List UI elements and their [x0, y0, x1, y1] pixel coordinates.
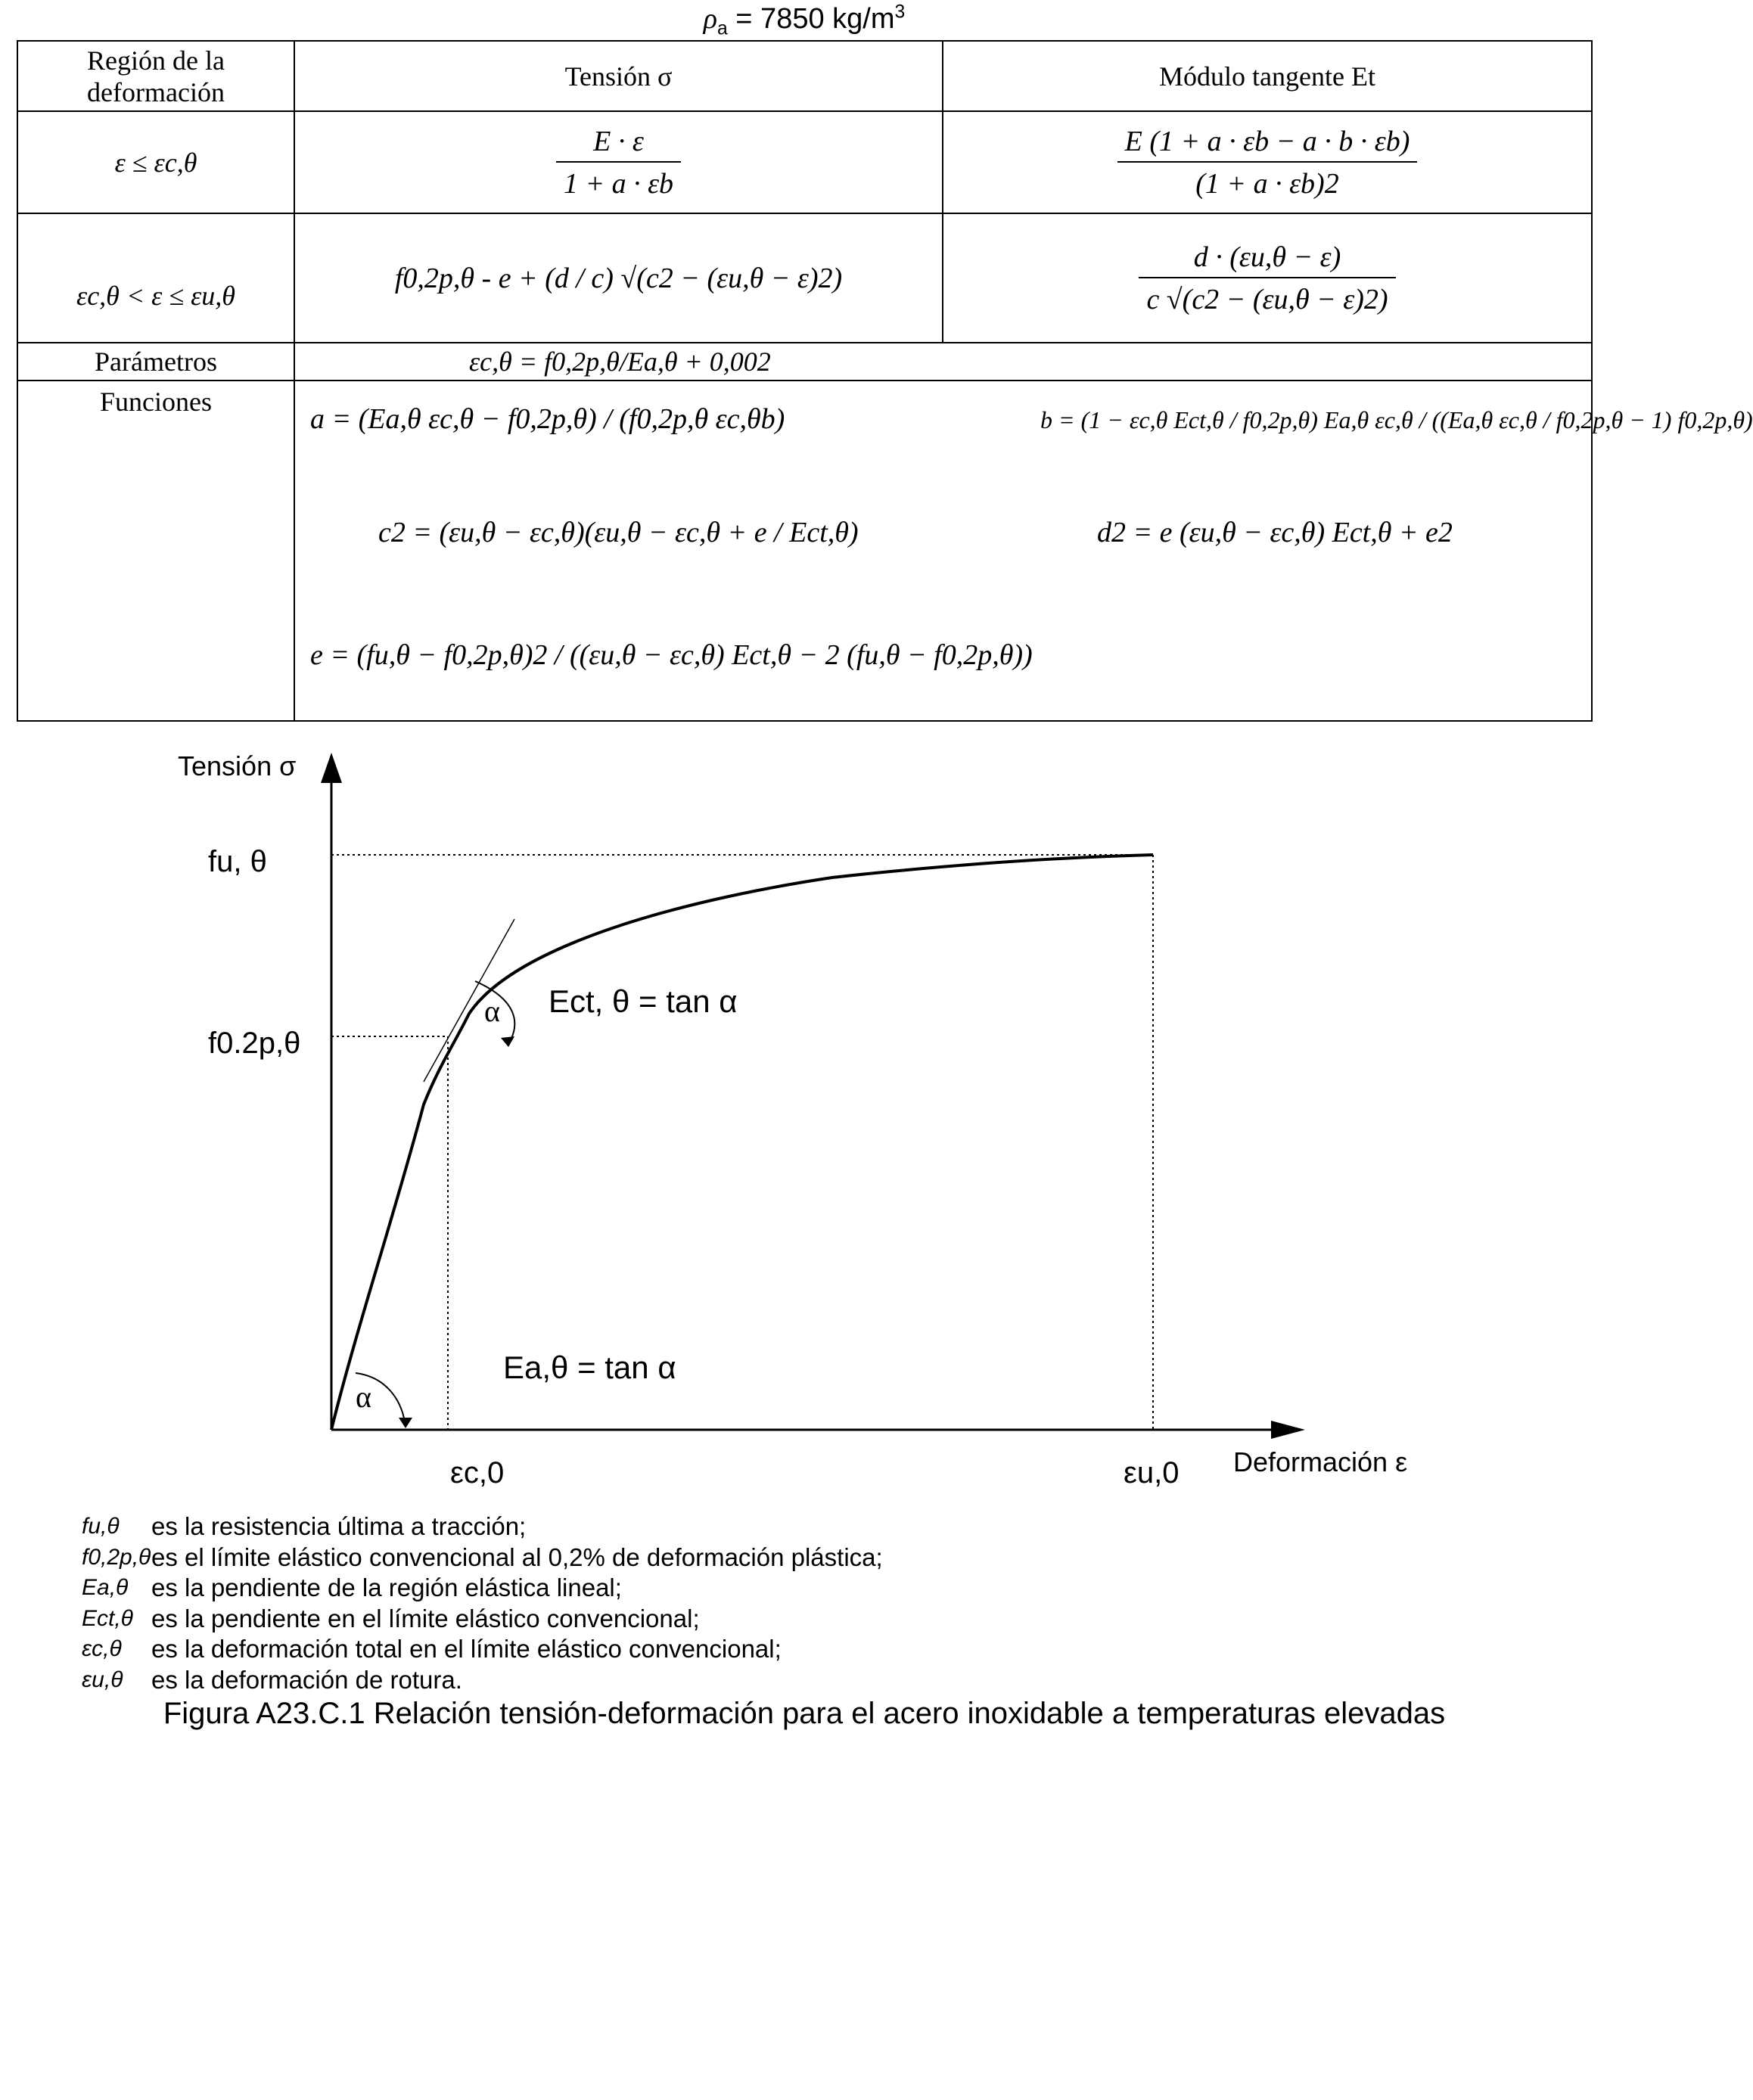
symbol-legend — [82, 1511, 883, 1695]
tangent-elastic-fraction: $\frac{E (1 + a \cdot \varepsilon b - a \cdot b \cdot \varepsilon b)}{(1 + a \cdot \varepsilon b)2}$ — [1117, 125, 1418, 200]
x-axis-label: Deformación ε — [1233, 1446, 1408, 1477]
function-c: c2 = (εu,θ − εc,θ)(εu,θ − εc,θ + e / Ect,θ) — [378, 517, 859, 548]
header-stress: Tensión σ — [294, 41, 943, 111]
legend-item: εu,θ es la deformación de rotura. — [82, 1665, 462, 1694]
table-row-params — [17, 343, 1592, 381]
legend-item: f0,2p,θ es el límite elástico convencional al 0,2% de deformación plástica; — [82, 1542, 883, 1571]
alpha-lower-label: α — [356, 1380, 371, 1414]
density-line — [0, 2, 1608, 39]
tangent-line — [424, 919, 514, 1082]
function-b: b = (1 − εc,θ Ect,θ / f0,2p,θ) Ea,θ εc,θ / ((Ea,θ εc,θ / f0,2p,θ − 1) f0,2p,θ) — [1040, 406, 1753, 433]
f02-label: f0.2p,θ — [208, 1027, 301, 1060]
lower-angle-arrowhead — [399, 1418, 412, 1428]
ect-equation: Ect, θ = tan α — [549, 983, 738, 1019]
header-tangent: Módulo tangente Et — [943, 41, 1592, 111]
params-value: εc,θ = f0,2p,θ/Ea,θ + 0,002 — [294, 343, 1592, 381]
alpha-upper-label: α — [484, 994, 500, 1028]
functions-label: Funciones — [17, 381, 294, 721]
header-region: Región de la deformación — [17, 41, 294, 111]
table-header-row — [17, 41, 1592, 111]
legend-item: Ea,θ es la pendiente de la región elástica lineal; — [82, 1573, 622, 1602]
legend-item: fu,θ es la resistencia última a tracción; — [82, 1512, 527, 1541]
density-render: $\rho_a = 7850$ $kg/m^3$ — [703, 2, 906, 39]
eps-c-label: εc,0 — [450, 1456, 505, 1490]
region-plastic: εc,θ < ε ≤ εu,θ — [17, 213, 294, 343]
y-axis-arrow — [321, 753, 342, 783]
ea-equation: Ea,θ = tan α — [503, 1350, 676, 1385]
y-axis-label: Tensión σ — [178, 750, 297, 781]
stress-strain-curve — [331, 855, 1153, 1430]
table-row-elastic — [17, 111, 1592, 213]
legend-item: Ect,θ es la pendiente en el límite elástico convencional; — [82, 1604, 700, 1632]
params-label: Parámetros — [17, 343, 294, 381]
eps-u-label: εu,0 — [1124, 1456, 1180, 1490]
table-row-plastic — [17, 213, 1592, 343]
function-d: d2 = e (εu,θ − εc,θ) Ect,θ + e2 — [1097, 517, 1453, 548]
tangent-plastic-fraction: $\frac{d \cdot (\varepsilon u,\theta - \varepsilon)}{c √(c2 - (\varepsilon u,\theta - \varepsilon)2)}$ — [1139, 241, 1395, 316]
figure-caption: Figura A23.C.1 Relación tensión-deformación para el acero inoxidable a temperaturas elevadas — [163, 1697, 1446, 1730]
region-elastic: ε ≤ εc,θ — [17, 111, 294, 213]
upper-angle-arrowhead — [501, 1036, 514, 1047]
legend-item: εc,θ es la deformación total en el límite elástico convencional; — [82, 1635, 782, 1664]
x-axis-arrow — [1271, 1421, 1305, 1439]
tangent-plastic — [943, 213, 1592, 343]
formula-table — [17, 40, 1753, 722]
table-row-functions — [17, 381, 1592, 721]
stress-strain-diagram — [0, 726, 1608, 1505]
stress-elastic-fraction: $\frac{E \cdot \varepsilon}{1 + a \cdot \varepsilon b}$ — [556, 125, 681, 200]
functions-cell — [294, 381, 1753, 721]
tangent-elastic — [943, 111, 1592, 213]
function-a: a = (Ea,θ εc,θ − f0,2p,θ) / (f0,2p,θ εc,θb) — [310, 403, 785, 435]
stress-plastic: f0,2p,θ - e + (d / c) √(c2 − (εu,θ − ε)2) — [294, 213, 943, 343]
stress-elastic — [294, 111, 943, 213]
function-e: e = (fu,θ − f0,2p,θ)2 / ((εu,θ − εc,θ) Ect,θ − 2 (fu,θ − f0,2p,θ)) — [310, 639, 1033, 671]
fu-label: fu, θ — [208, 845, 267, 878]
